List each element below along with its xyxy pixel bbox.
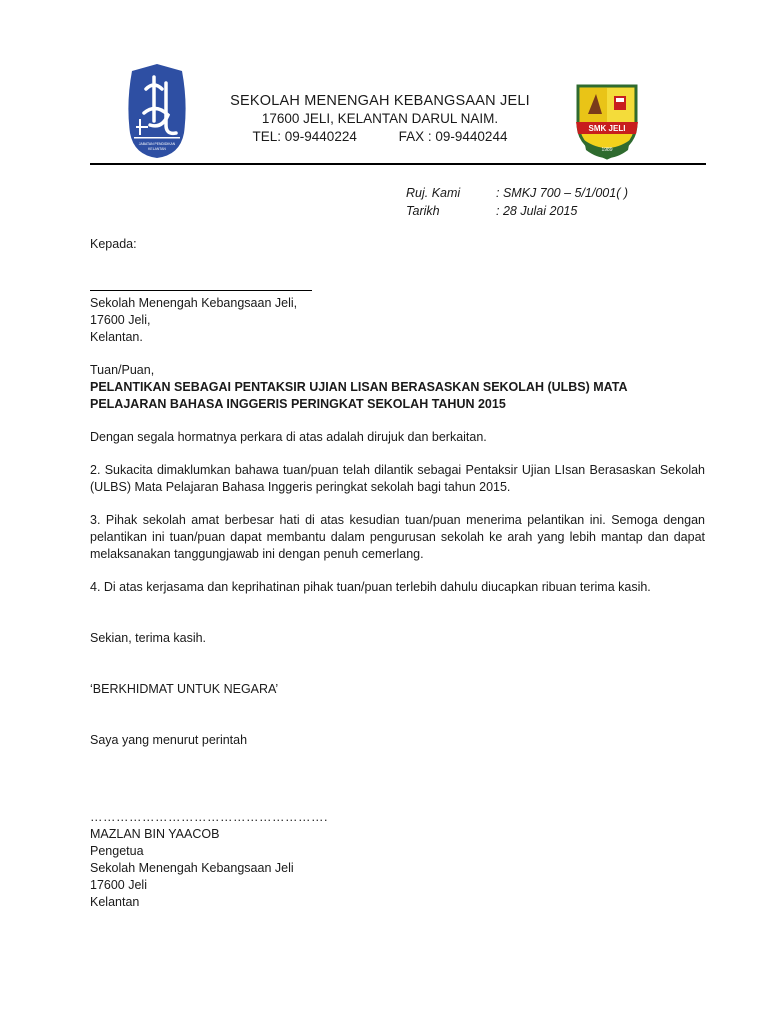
- signatory-state: Kelantan: [90, 895, 140, 909]
- school-address: 17600 JELI, KELANTAN DARUL NAIM.: [261, 111, 499, 126]
- smk-jeli-crest: [570, 80, 644, 166]
- recipient-line-2: 17600 Jeli,: [90, 313, 151, 327]
- closing-order: Saya yang menurut perintah: [90, 733, 248, 747]
- telephone: TEL: 09-9440224: [252, 129, 357, 144]
- signatory-town: 17600 Jeli: [90, 878, 147, 892]
- jabatan-pendidikan-logo: [126, 63, 188, 159]
- svg-text:KELANTAN: KELANTAN: [148, 147, 166, 151]
- paragraph-2: 2. Sukacita dimaklumkan bahawa tuan/puan telah dilantik sebagai Pentaksir Ujian LIsan Berasaskan Sekolah (ULBS) Mata Pelajaran Bahasa Inggeris peringkat sekolah bagi tahun 2015.: [90, 463, 705, 494]
- letter-body: [90, 236, 705, 911]
- paragraph-3: 3. Pihak sekolah amat berbesar hati di atas kesudian tuan/puan menerima pelantikan ini. Semoga dengan pelantikan ini tuan/puan dapat membantu dalam pengurusan sekolah ke arah yang lebih mantap dan dapat melaksanakan tanggungjawab ini dengan penuh cemerlang.: [90, 513, 705, 561]
- letterhead-divider: [90, 163, 706, 165]
- tarikh-label: Tarikh: [406, 204, 440, 218]
- signatory-org: Sekolah Menengah Kebangsaan Jeli: [90, 861, 294, 875]
- svg-text:JABATAN PENDIDIKAN: JABATAN PENDIDIKAN: [138, 142, 176, 146]
- crest-year-text: 1989: [601, 147, 613, 153]
- paragraph-1: Dengan segala hormatnya perkara di atas adalah dirujuk dan berkaitan.: [90, 430, 487, 444]
- tarikh-value: : 28 Julai 2015: [496, 204, 578, 218]
- letterhead: [200, 92, 560, 146]
- motto: ‘BERKHIDMAT UNTUK NEGARA’: [90, 682, 279, 696]
- greeting: Tuan/Puan,: [90, 363, 155, 377]
- recipient-line-3: Kelantan.: [90, 330, 143, 344]
- signatory-name: MAZLAN BIN YAACOB: [90, 827, 220, 841]
- ruj-label: Ruj. Kami: [406, 186, 461, 200]
- signature-line: ……………………………………………….: [90, 810, 328, 824]
- paragraph-4: 4. Di atas kerjasama dan keprihatinan pihak tuan/puan terlebih dahulu diucapkan ribuan terima kasih.: [90, 580, 651, 594]
- signatory-title: Pengetua: [90, 844, 144, 858]
- fax: FAX : 09-9440244: [398, 129, 508, 144]
- reference-block: [406, 184, 628, 220]
- ruj-value: : SMKJ 700 – 5/1/001( ): [496, 186, 629, 200]
- recipient-line-1: Sekolah Menengah Kebangsaan Jeli,: [90, 296, 298, 310]
- closing-thanks: Sekian, terima kasih.: [90, 631, 207, 645]
- recipient-address: [90, 295, 705, 346]
- school-name: SEKOLAH MENENGAH KEBANGSAAN JELI: [230, 93, 530, 109]
- contact-line: [200, 128, 560, 146]
- subject-heading: PELANTIKAN SEBAGAI PENTAKSIR UJIAN LISAN BERASASKAN SEKOLAH (ULBS) MATA PELAJARAN BAHASA INGGERIS PERINGKAT SEKOLAH TAHUN 2015: [90, 380, 628, 411]
- kepada-label: Kepada:: [90, 237, 137, 251]
- crest-banner-text: SMK JELI: [588, 124, 626, 133]
- recipient-name-blank: [90, 276, 312, 291]
